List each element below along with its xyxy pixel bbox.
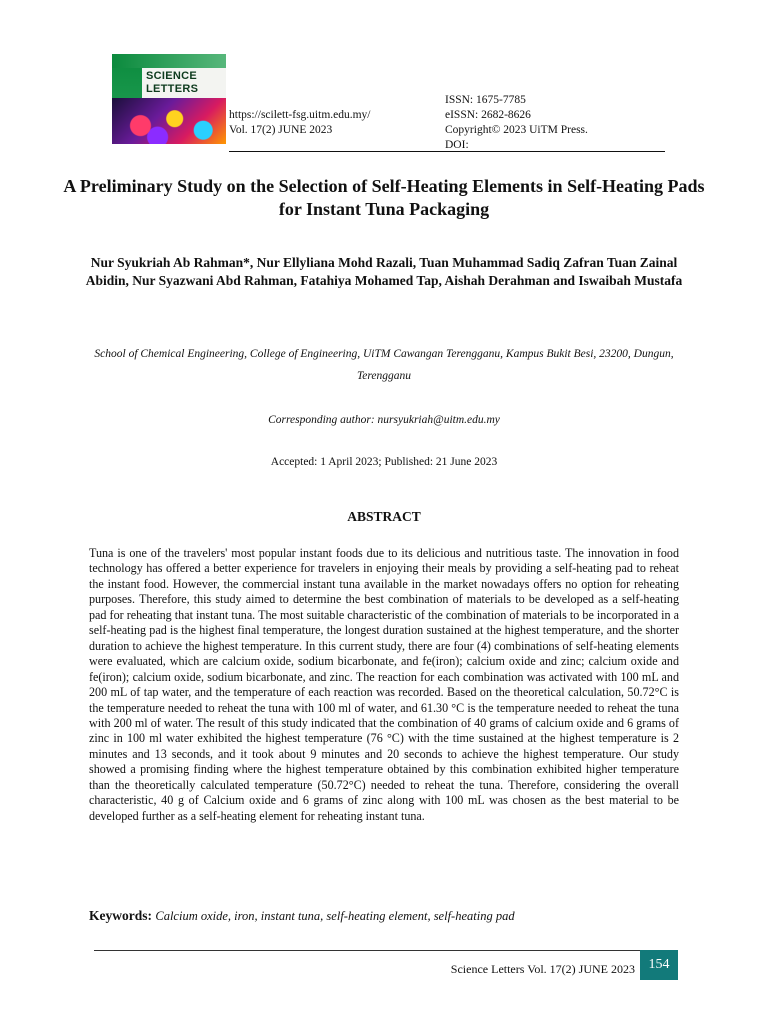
logo-word-letters: LETTERS bbox=[146, 83, 199, 95]
header-left bbox=[229, 108, 371, 138]
logo-green-top bbox=[112, 54, 226, 68]
copyright: Copyright© 2023 UiTM Press. bbox=[445, 124, 588, 136]
keywords bbox=[89, 907, 679, 925]
article-title: A Preliminary Study on the Selection of Self-Heating Elements in Self-Heating Pads for Instant Tuna Packaging bbox=[63, 176, 705, 219]
journal-volume: Vol. 17(2) JUNE 2023 bbox=[229, 124, 333, 136]
author-list: Nur Syukriah Ab Rahman*, Nur Ellyliana Mohd Razali, Tuan Muhammad Sadiq Zafran Tuan Zainal Abidin, Nur Syazwani Abd Rahman, Fatahiya Mohamed Tap, Aishah Derahman and Iswaibah Mustafa bbox=[85, 255, 683, 288]
header-right bbox=[445, 93, 588, 153]
corresponding-author: Corresponding author: nursyukriah@uitm.edu.my bbox=[268, 414, 500, 426]
doi: DOI: bbox=[445, 139, 469, 151]
logo-wordmark bbox=[146, 70, 198, 96]
eissn: eISSN: 2682-8626 bbox=[445, 109, 531, 121]
issn: ISSN: 1675-7785 bbox=[445, 94, 526, 106]
keywords-list: Calcium oxide, iron, instant tuna, self-heating element, self-heating pad bbox=[155, 909, 515, 923]
journal-logo bbox=[112, 54, 226, 144]
affiliation: School of Chemical Engineering, College of Engineering, UiTM Cawangan Terengganu, Kampus Bukit Besi, 23200, Dungun, Terengganu bbox=[94, 348, 674, 382]
logo-word-science: SCIENCE bbox=[146, 70, 197, 82]
abstract-heading: ABSTRACT bbox=[347, 509, 421, 524]
publication-dates: Accepted: 1 April 2023; Published: 21 June 2023 bbox=[270, 456, 498, 468]
header-rule bbox=[229, 151, 665, 152]
footer-rule bbox=[94, 950, 678, 951]
logo-artwork bbox=[112, 98, 226, 144]
page-number: 154 bbox=[640, 950, 678, 980]
abstract-text: Tuna is one of the travelers' most popular instant foods due to its delicious and nutritious taste. The innovation in food technology has offered a better experience for travelers in enjoying their meals by providing a self-heating pad to reheat the instant food. However, the commercial instant tuna available in the market nowadays offers no option for reheating purposes. Therefore, this study aimed to determine the best combination of materials to be developed as a self-heating pad for reheating that instant tuna. The most suitable characteristic of the combination of materials to be incorporated in a self-heating pad is the highest final temperature, the longest duration sustained at the highest temperature, and the shorter duration to achieve the highest temperature. In this current study, there are four (4) combinations of self-heating elements were evaluated, which are calcium oxide, sodium bicarbonate, and fe(iron); calcium oxide and zinc; calcium oxide and fe(iron); calcium oxide, sodium bicarbonate, and zinc. The reaction for each combination was activated with 100 mL and 200 mL of tap water, and the temperature of each reaction was recorded. Based on the theoretical calculation, 50.72°C is the temperature needed to reheat the tuna with 100 ml of water, and 61.30 °C is the temperature needed to reheat the tuna with 200 ml of water. The result of this study indicated that the combination of 40 grams of calcium oxide and 6 grams of zinc in 100 ml water exhibited the highest temperature (76 °C) with the time sustained at the highest temperature is 2 minutes and 13 seconds, and it took about 9 minutes and 20 seconds to achieve the highest temperature. Our study showed a promising finding where the highest temperature obtained by this combination exhibited higher temperature than the theoretically calculated temperature (50.72°C) needed to reheat the tuna. Therefore, considering the overall characteristic, 40 g of Calcium oxide and 6 grams of zinc along with 100 mL was chosen as the best material to be developed further as a self-heating element for reheating instant tuna. bbox=[89, 546, 679, 823]
footer-journal: Science Letters Vol. 17(2) JUNE 2023 bbox=[450, 962, 635, 976]
journal-url[interactable]: https://scilett-fsg.uitm.edu.my/ bbox=[229, 109, 371, 121]
keywords-label: Keywords: bbox=[89, 908, 156, 923]
